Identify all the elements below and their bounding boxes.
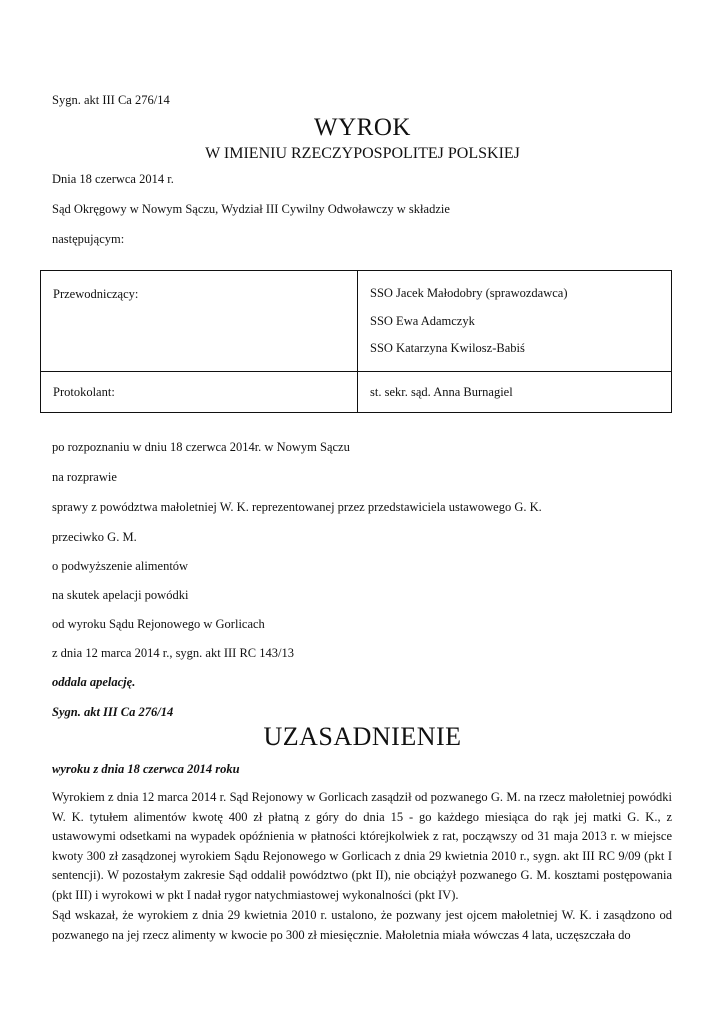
judgment-date: Dnia 18 czerwca 2014 r. (52, 172, 174, 186)
chair-label-cell (41, 271, 358, 372)
procedure-line: od wyroku Sądu Rejonowego w Gorlicach (52, 617, 265, 631)
bench-row-clerk (41, 372, 672, 413)
procedure-line: przeciwko G. M. (52, 530, 137, 544)
clerk-name-cell (358, 372, 672, 413)
document-subtitle: W IMIENIU RZECZYPOSPOLITEJ POLSKIEJ (205, 145, 520, 162)
case-signature-top: Sygn. akt III Ca 276/14 (52, 93, 170, 107)
clerk-label: Protokolant: (53, 384, 115, 399)
bench-table (40, 270, 672, 413)
clerk-label-cell (41, 372, 358, 413)
court-name: Sąd Okręgowy w Nowym Sączu, Wydział III Cywilny Odwoławczy w składzie (52, 202, 450, 216)
procedure-line: z dnia 12 marca 2014 r., sygn. akt III RC 143/13 (52, 646, 294, 660)
procedure-line: na skutek apelacji powódki (52, 588, 189, 602)
procedure-line: na rozprawie (52, 470, 117, 484)
case-signature-bottom: Sygn. akt III Ca 276/14 (52, 705, 174, 719)
judges-list (358, 271, 671, 355)
judge-name: SSO Jacek Małodobry (sprawozdawca) (370, 286, 568, 300)
chair-label: Przewodniczący: (53, 287, 139, 301)
justification-paragraph: Sąd wskazał, że wyrokiem z dnia 29 kwietnia 2010 r. ustalono, że pozwany jest ojcem małoletniej W. K. i zasądzono od pozwanego na jej rzecz alimenty w kwocie po 300 zł miesięcznie. Małoletnia miała wówczas 4 lata, uczęszczała do (52, 908, 672, 942)
clerk-name: st. sekr. sąd. Anna Burnagiel (370, 384, 513, 399)
justification-paragraph: Wyrokiem z dnia 12 marca 2014 r. Sąd Rejonowy w Gorlicach zasądził od pozwanego G. M. na rzecz małoletniej powódki W. K. tytułem alimentów kwotę 400 zł płatną z góry do dnia 15 - go każdego miesiąca do rąk jej matki G. K., z ustawowymi odsetkami na wypadek opóźnienia w płatności którejkolwiek z rat, począwszy od 31 maja 2013 r. w miejsce kwoty 300 zł zasądzonej wyrokiem Sądu Rejonowego w Gorlicach z dnia 29 kwietnia 2010 r., sygn. akt III RC 9/09 (pkt I sentencji). W pozostałym zakresie Sąd oddalił powództwo (pkt II), nie obciążył pozwanego G. M. kosztami postępowania (pkt III) i wyrokowi w pkt I nadał rygor natychmiastowej wykonalności (pkt IV). (52, 790, 672, 902)
verdict-text: oddala apelację. (52, 675, 136, 689)
bench-row-chair (41, 271, 672, 372)
procedure-line: o podwyższenie alimentów (52, 559, 189, 573)
justification-title: UZASADNIENIE (263, 722, 462, 751)
composition-intro: następującym: (52, 232, 125, 246)
document-title: WYROK (314, 114, 411, 141)
procedure-line: sprawy z powództwa małoletniej W. K. reprezentowanej przez przedstawiciela ustawowego G. K. (52, 500, 542, 514)
justification-subtitle: wyroku z dnia 18 czerwca 2014 roku (52, 762, 240, 776)
judges-cell (358, 271, 672, 372)
procedure-line: po rozpoznaniu w dniu 18 czerwca 2014r. w Nowym Sączu (52, 440, 350, 454)
judge-name: SSO Ewa Adamczyk (370, 313, 475, 328)
judge-name: SSO Katarzyna Kwilosz-Babiś (370, 341, 525, 355)
